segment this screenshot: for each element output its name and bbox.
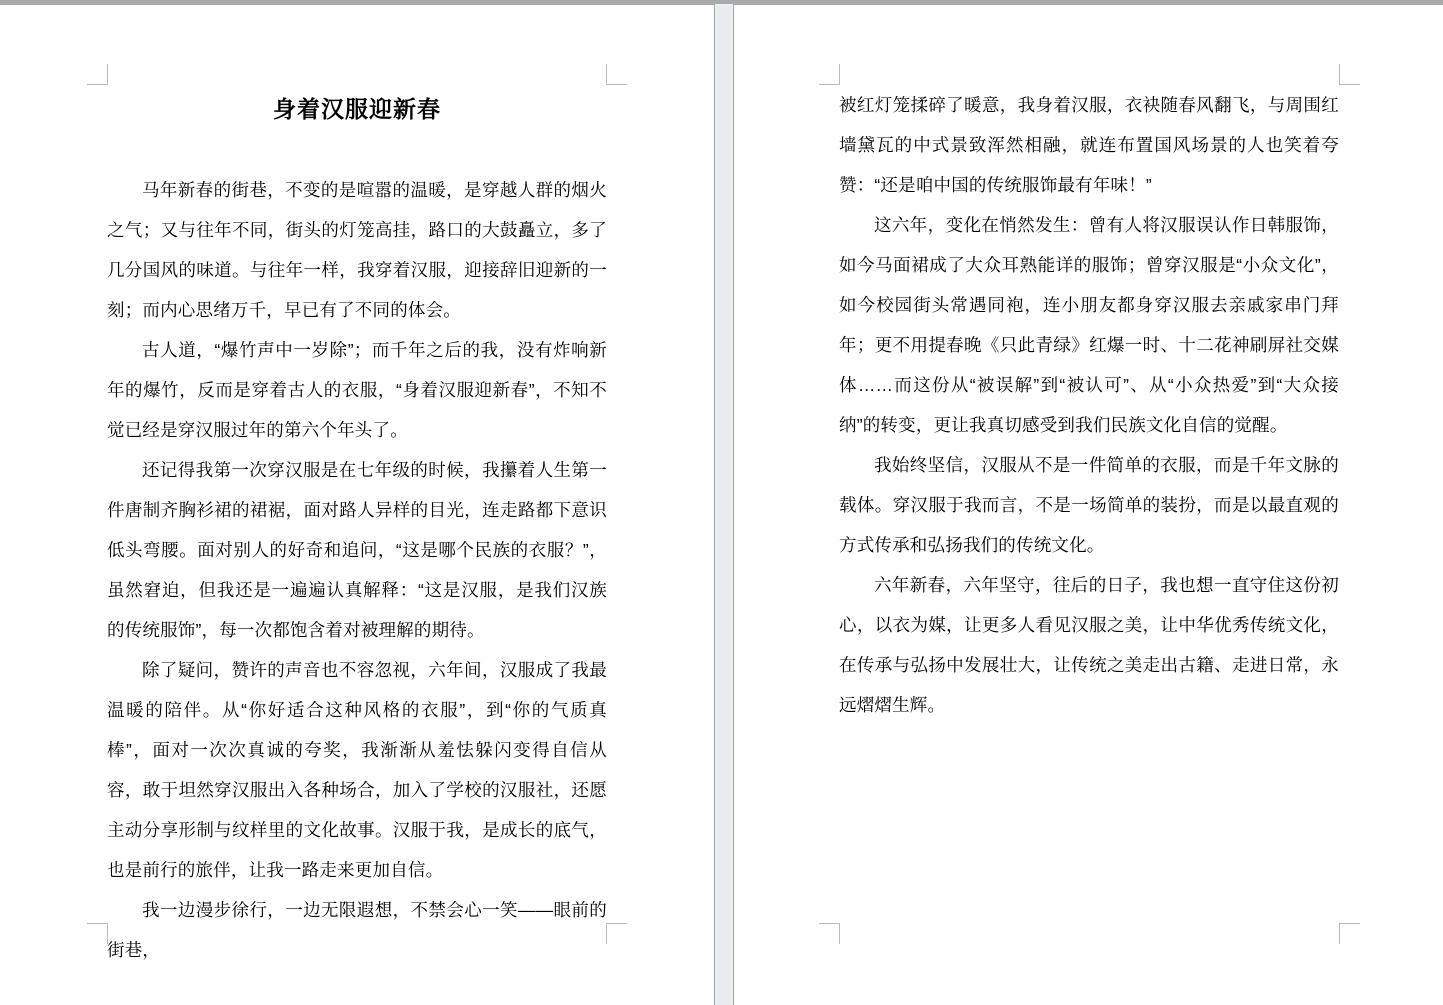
crop-mark-top-left [87, 64, 108, 85]
crop-mark-top-right [1339, 64, 1360, 85]
paragraph[interactable]: 这六年，变化在悄然发生：曾有人将汉服误认作日韩服饰，如今马面裙成了大众耳熟能详的服饰；曾穿汉服是“小众文化”，如今校园街头常遇同袍，连小朋友都身穿汉服去亲戚家串门拜年；更不用提春晚《只此青绿》红爆一时、十二花神刷屏社交媒体……而这份从“被误解”到“被认可”、从“小众热爱”到“大众接纳”的转变，更让我真切感受到我们民族文化自信的觉醒。 [839, 215, 1339, 435]
page-1[interactable] [0, 4, 715, 1005]
crop-mark-top-left [819, 64, 840, 85]
page-2[interactable] [733, 4, 1443, 1005]
crop-mark-bottom-right [1339, 923, 1360, 944]
paragraph[interactable]: 除了疑问，赞许的声音也不容忽视，六年间，汉服成了我最温暖的陪伴。从“你好适合这种风格的衣服”，到“你的气质真棒”，面对一次次真诚的夸奖，我渐渐从羞怯躲闪变得自信从容，敢于坦然穿汉服出入各种场合，加入了学校的汉服社，还愿主动分享形制与纹样里的文化故事。汉服于我，是成长的底气，也是前行的旅伴，让我一路走来更加自信。 [107, 660, 607, 880]
paragraph[interactable]: 我始终坚信，汉服从不是一件简单的衣服，而是千年文脉的载体。穿汉服于我而言，不是一场简单的装扮，而是以最直观的方式传承和弘扬我们的传统文化。 [839, 455, 1339, 555]
paragraph[interactable]: 我一边漫步徐行，一边无限遐想，不禁会心一笑——眼前的街巷， [107, 900, 607, 960]
paragraph[interactable]: 还记得我第一次穿汉服是在七年级的时候，我攥着人生第一件唐制齐胸衫裙的裙裾，面对路人异样的目光，连走路都下意识低头弯腰。面对别人的好奇和追问，“这是哪个民族的衣服？”，虽然窘迫，但我还是一遍遍认真解释：“这是汉服，是我们汉族的传统服饰”，每一次都饱含着对被理解的期待。 [107, 460, 607, 640]
crop-mark-bottom-left [819, 923, 840, 944]
page-1-content [107, 85, 607, 970]
paragraph-continuation[interactable]: 被红灯笼揉碎了暖意，我身着汉服，衣袂随春风翻飞，与周围红墙黛瓦的中式景致浑然相融，就连布置国风场景的人也笑着夸赞：“还是咱中国的传统服饰最有年味！” [839, 95, 1339, 195]
crop-mark-bottom-left [87, 923, 108, 944]
crop-mark-bottom-right [606, 923, 627, 944]
paragraph[interactable]: 古人道，“爆竹声中一岁除”；而千年之后的我，没有炸响新年的爆竹，反而是穿着古人的衣服，“身着汉服迎新春”，不知不觉已经是穿汉服过年的第六个年头了。 [107, 340, 607, 440]
crop-mark-top-right [606, 64, 627, 85]
paragraph[interactable]: 六年新春，六年坚守，往后的日子，我也想一直守住这份初心，以衣为媒，让更多人看见汉服之美，让中华优秀传统文化，在传承与弘扬中发展壮大，让传统之美走出古籍、走进日常，永远熠熠生辉。 [839, 575, 1339, 715]
document-title[interactable]: 身着汉服迎新春 [273, 96, 441, 122]
paragraph[interactable]: 马年新春的街巷，不变的是喧嚣的温暖，是穿越人群的烟火之气；又与往年不同，街头的灯笼高挂，路口的大鼓矗立，多了几分国风的味道。与往年一样，我穿着汉服，迎接辞旧迎新的一刻；而内心思绪万千，早已有了不同的体会。 [107, 180, 607, 320]
page-2-content [839, 85, 1339, 725]
